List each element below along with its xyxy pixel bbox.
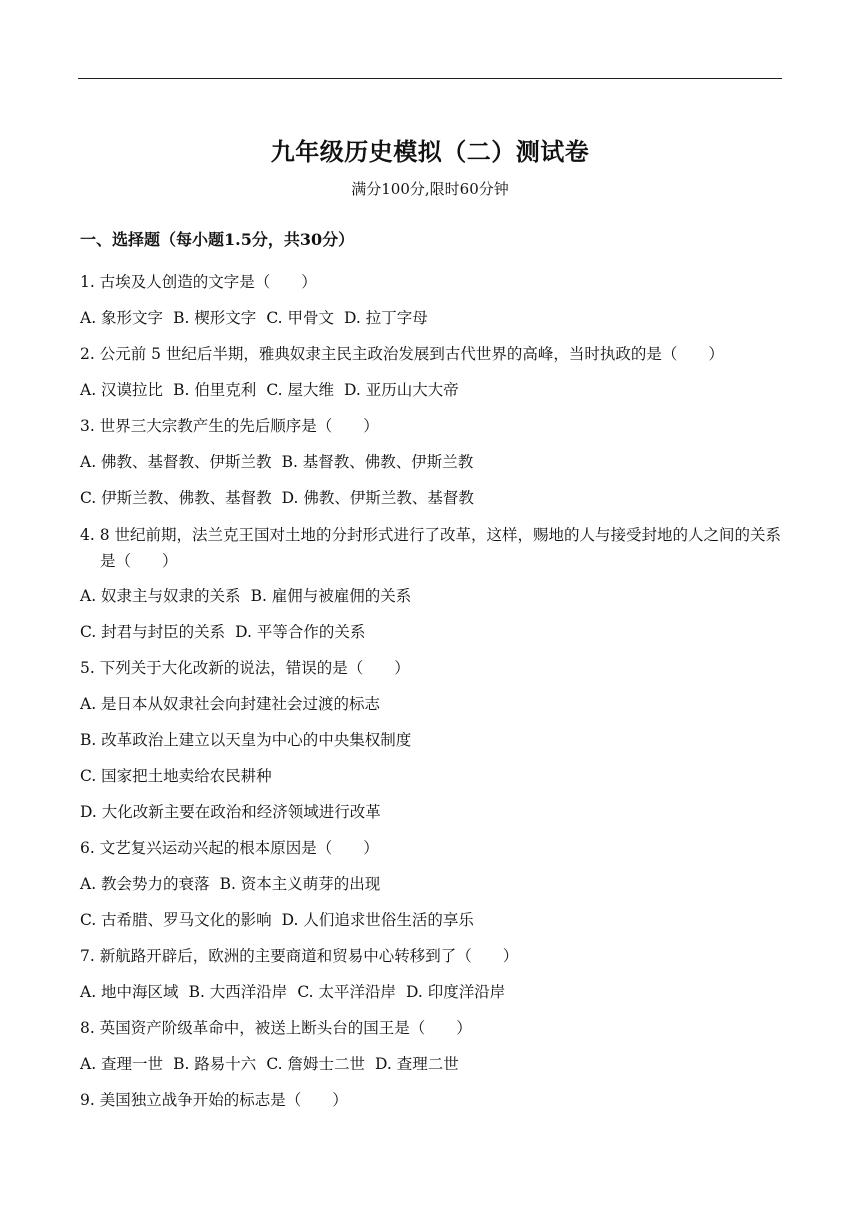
- option-row: [80, 620, 784, 656]
- option-row: [80, 584, 784, 620]
- option-row: [80, 980, 784, 1016]
- answer-option: B. 基督教、佛教、伊斯兰教: [281, 453, 474, 471]
- option-row: [80, 306, 784, 342]
- section-heading: 一、选择题（每小题1.5分，共30分）: [80, 230, 355, 249]
- answer-option: B. 改革政治上建立以天皇为中心的中央集权制度: [80, 731, 412, 749]
- question-list: [80, 270, 784, 1124]
- option-row: [80, 692, 784, 728]
- question-stem: 8. 英国资产阶级革命中，被送上断头台的国王是（ ）: [80, 1019, 472, 1037]
- answer-option: D. 印度洋沿岸: [405, 983, 506, 1001]
- question-stem: 6. 文艺复兴运动兴起的根本原因是（ ）: [80, 839, 379, 857]
- option-row: [80, 800, 784, 836]
- question-stem: 1. 古埃及人创造的文字是（ ）: [80, 273, 317, 291]
- exam-info: 满分100分,限时60分钟: [351, 180, 509, 198]
- option-row: [80, 728, 784, 764]
- answer-option: A. 奴隶主与奴隶的关系: [80, 587, 241, 605]
- header-rule: [78, 78, 782, 79]
- option-row: [80, 764, 784, 800]
- answer-option: A. 佛教、基督教、伊斯兰教: [80, 453, 272, 471]
- answer-option: D. 查理二世: [374, 1055, 459, 1073]
- answer-option: A. 地中海区域: [80, 983, 179, 1001]
- question-stem: 2. 公元前 5 世纪后半期，雅典奴隶主民主政治发展到古代世界的高峰，当时执政的是（ ）: [80, 345, 724, 363]
- answer-option: C. 封君与封臣的关系: [80, 623, 226, 641]
- answer-option: D. 平等合作的关系: [235, 623, 366, 641]
- answer-option: B. 大西洋沿岸: [188, 983, 288, 1001]
- option-row: [80, 378, 784, 414]
- answer-option: C. 古希腊、罗马文化的影响: [80, 911, 272, 929]
- question-stem: 5. 下列关于大化改新的说法，错误的是（ ）: [80, 659, 410, 677]
- answer-option: A. 是日本从奴隶社会向封建社会过渡的标志: [80, 695, 381, 713]
- question-stem: 4. 8 世纪前期，法兰克王国对土地的分封形式进行了改革，这样，赐地的人与接受封地的人之间的关系是（ ）: [80, 526, 782, 570]
- option-row: [80, 450, 784, 486]
- answer-option: B. 伯里克利: [173, 381, 257, 399]
- answer-option: A. 查理一世: [80, 1055, 164, 1073]
- answer-option: B. 资本主义萌芽的出现: [219, 875, 381, 893]
- option-row: [80, 908, 784, 944]
- answer-option: D. 佛教、伊斯兰教、基督教: [281, 489, 474, 507]
- answer-option: B. 楔形文字: [173, 309, 257, 327]
- answer-option: D. 人们追求世俗生活的享乐: [281, 911, 474, 929]
- answer-option: C. 甲骨文: [266, 309, 334, 327]
- answer-option: C. 伊斯兰教、佛教、基督教: [80, 489, 272, 507]
- option-row: [80, 1052, 784, 1088]
- answer-option: C. 詹姆士二世: [266, 1055, 365, 1073]
- question-stem: 3. 世界三大宗教产生的先后顺序是（ ）: [80, 417, 379, 435]
- page-title: 九年级历史模拟（二）测试卷: [270, 137, 590, 166]
- question-stem: 9. 美国独立战争开始的标志是（ ）: [80, 1091, 348, 1109]
- answer-option: C. 屋大维: [266, 381, 334, 399]
- answer-option: B. 路易十六: [173, 1055, 257, 1073]
- answer-option: C. 国家把土地卖给农民耕种: [80, 767, 272, 785]
- answer-option: A. 汉谟拉比: [80, 381, 164, 399]
- question-stem: 7. 新航路开辟后，欧洲的主要商道和贸易中心转移到了（ ）: [80, 947, 519, 965]
- answer-option: A. 教会势力的衰落: [80, 875, 210, 893]
- answer-option: D. 亚历山大大帝: [343, 381, 459, 399]
- option-row: [80, 872, 784, 908]
- answer-option: C. 太平洋沿岸: [297, 983, 396, 1001]
- answer-option: B. 雇佣与被雇佣的关系: [250, 587, 412, 605]
- answer-option: A. 象形文字: [80, 309, 164, 327]
- answer-option: D. 大化改新主要在政治和经济领域进行改革: [80, 803, 381, 821]
- answer-option: D. 拉丁字母: [343, 309, 428, 327]
- option-row: [80, 486, 784, 522]
